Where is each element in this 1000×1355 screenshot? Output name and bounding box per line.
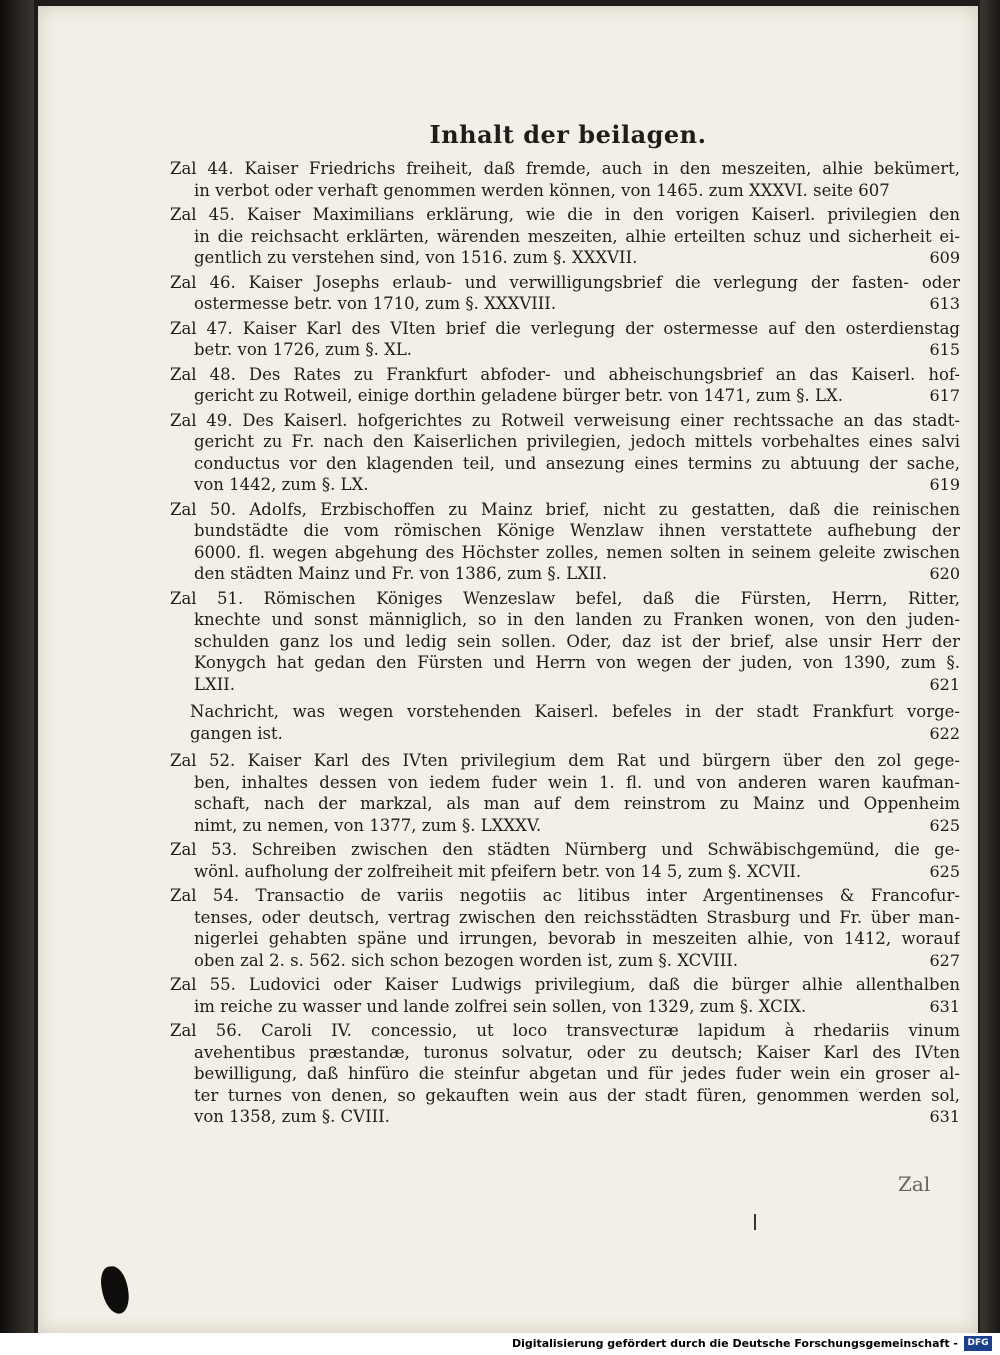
entry-line: Zal 48. Des Rates zu Frankfurt abfoder- und abheischungsbrief an das Kaiserl. hof-: [170, 364, 960, 384]
entry-line: Zal 50. Adolfs, Erzbischoffen zu Mainz brief, nicht zu gestatten, daß die reinischen: [170, 499, 960, 519]
entry-line: [170, 474, 960, 496]
entry-text: LXII.: [194, 674, 235, 694]
page-number: 613: [929, 294, 960, 313]
page-number: 631: [929, 996, 960, 1016]
entry-line: [170, 674, 960, 696]
entry-line: conductus vor den klagenden teil, und ansezung eines termins zu abtuung der sache,: [194, 453, 960, 473]
toc-entry: [170, 588, 960, 696]
ink-blot: [99, 1264, 131, 1315]
page-number: 631: [929, 1107, 960, 1126]
catchword: Zal: [898, 1172, 931, 1196]
book-edge-left: [0, 0, 34, 1335]
entry-line: Zal 47. Kaiser Karl des VIten brief die verlegung der ostermesse auf den osterdienstag: [170, 318, 960, 338]
entry-text: gericht zu Rotweil, einige dorthin geladene bürger betr. von 1471, zum §. LX.: [194, 386, 843, 405]
entry-line: tenses, oder deutsch, vertrag zwischen den reichsstädten Strasburg und Fr. über man-: [194, 907, 960, 927]
entry-line: Nachricht, was wegen vorstehenden Kaiserl. befeles in der stadt Frankfurt vorge-: [190, 702, 960, 721]
toc-entry: [170, 364, 960, 407]
toc-entry: [170, 499, 960, 585]
page-number: 615: [929, 340, 960, 359]
entry-text: nimt, zu nemen, von 1377, zum §. LXXXV.: [194, 815, 542, 835]
scanned-page: [38, 6, 978, 1333]
entry-line: [190, 723, 960, 745]
page-number: 621: [929, 674, 960, 694]
toc-entry: [170, 410, 960, 496]
entry-line: Konygch hat gedan den Fürsten und Herrn von wegen der juden, von 1390, zum §.: [194, 653, 960, 672]
page-number: 609: [929, 248, 960, 267]
entry-line: Zal 52. Kaiser Karl des IVten privilegium dem Rat und bürgern über den zol gege-: [170, 751, 960, 770]
entry-line: avehentibus præstandæ, turonus solvatur, oder zu deutsch; Kaiser Karl des IVten: [194, 1042, 960, 1062]
page-number: 625: [929, 861, 960, 881]
entry-line: ben, inhaltes dessen von iedem fuder wein 1. fl. und von anderen waren kaufman-: [194, 772, 960, 792]
entry-text: gentlich zu verstehen sind, von 1516. zum §. XXXVII.: [194, 248, 638, 267]
entry-text: betr. von 1726, zum §. XL.: [194, 340, 413, 359]
page-number: 625: [929, 815, 960, 835]
page-number: 619: [929, 475, 960, 494]
entry-line: gericht zu Fr. nach den Kaiserlichen privilegien, jedoch mittels vorbehaltes eines salvi: [194, 432, 960, 451]
entry-line: Zal 44. Kaiser Friedrichs freiheit, daß fremde, auch in den meszeiten, alhie bekümert,: [170, 159, 960, 178]
entry-line: [170, 1106, 960, 1128]
entry-line: [170, 339, 960, 361]
footer-bar: [0, 1333, 1000, 1355]
entry-line: [170, 247, 960, 269]
entry-line: [170, 950, 960, 972]
toc-entry: [170, 974, 960, 1017]
funding-notice: Digitalisierung gefördert durch die Deutsche Forschungsgemeinschaft -: [511, 1337, 958, 1350]
page-number: 620: [929, 564, 960, 583]
entry-line: schulden ganz los und ledig sein sollen. Oder, daz ist der brief, alse unsir Herr der: [194, 631, 960, 651]
page-number: 617: [929, 386, 960, 405]
toc-entry: [170, 272, 960, 315]
entry-text: im reiche zu wasser und lande zolfrei sein sollen, von 1329, zum §. XCIX.: [194, 996, 807, 1016]
entry-text: wönl. aufholung der zolfreiheit mit pfeifern betr. von 14 5, zum §. XCVII.: [194, 861, 802, 881]
page-header: Inhalt der beilagen.: [429, 120, 707, 149]
entry-line: Zal 53. Schreiben zwischen den städten Nürnberg und Schwäbischgemünd, die ge-: [170, 840, 960, 859]
table-of-contents: [170, 158, 960, 1131]
entry-line: [170, 861, 960, 883]
entry-line: in die reichsacht erklärten, wärenden meszeiten, alhie erteilten schuz und sicherheit ei-: [194, 226, 960, 246]
entry-line: [170, 563, 960, 585]
entry-line: knechte und sonst männiglich, so in den landen zu Franken wonen, von den juden-: [194, 610, 960, 629]
entry-line: nigerlei gehabten späne und irrungen, bevorab in meszeiten alhie, von 1412, worauf: [194, 929, 960, 948]
note-entry: [170, 701, 960, 744]
entry-line: Zal 45. Kaiser Maximilians erklärung, wie die in den vorigen Kaiserl. privilegien den: [170, 205, 960, 224]
entry-line: [170, 385, 960, 407]
toc-entry: [170, 1020, 960, 1128]
entry-line: in verbot oder verhaft genommen werden können, von 1465. zum XXXVI. seite 607: [194, 180, 890, 200]
toc-entry: [170, 885, 960, 971]
entry-text: gangen ist.: [190, 723, 283, 743]
entry-text: ostermesse betr. von 1710, zum §. XXXVIII.: [194, 294, 557, 313]
entry-line: Zal 55. Ludovici oder Kaiser Ludwigs privilegium, daß die bürger alhie allenthalben: [170, 975, 960, 994]
entry-line: bewilligung, daß hinfüro die steinfur abgetan und für jedes fuder wein ein groser al-: [194, 1064, 960, 1083]
book-edge-right: [980, 0, 1000, 1335]
entry-line: Zal 54. Transactio de variis negotiis ac litibus inter Argentinenses & Francofur-: [170, 886, 960, 905]
entry-line: Zal 49. Des Kaiserl. hofgerichtes zu Rotweil verweisung einer rechtssache an das stadt-: [170, 410, 960, 430]
toc-entry: [170, 204, 960, 269]
entry-line: Zal 56. Caroli IV. concessio, ut loco transvecturæ lapidum à rhedariis vinum: [170, 1021, 960, 1040]
entry-text: den städten Mainz und Fr. von 1386, zum §. LXII.: [194, 564, 608, 583]
entry-text: von 1358, zum §. CVIII.: [194, 1107, 390, 1126]
toc-entry: [170, 158, 960, 201]
entry-line: 6000. fl. wegen abgehung des Höchster zolles, nemen solten in seinem geleite zwischen: [194, 542, 960, 562]
entry-line: [170, 815, 960, 837]
entry-line: [170, 996, 960, 1018]
entry-line: [170, 293, 960, 315]
entry-text: oben zal 2. s. 562. sich schon bezogen worden ist, zum §. XCVIII.: [194, 950, 739, 970]
dfg-logo-icon: DFG: [964, 1336, 992, 1351]
page-number: 627: [929, 950, 960, 970]
entry-line: schaft, nach der markzal, als man auf dem reinstrom zu Mainz und Oppenheim: [194, 794, 960, 813]
toc-entry: [170, 750, 960, 836]
toc-entry: [170, 839, 960, 882]
printer-mark: [754, 1214, 756, 1230]
entry-line: ter turnes von denen, so gekauften wein aus der stadt füren, genommen werden sol,: [194, 1085, 960, 1105]
entry-line: bundstädte die vom römischen Könige Wenzlaw ihnen verstattete aufhebung der: [194, 521, 960, 540]
toc-entry: [170, 318, 960, 361]
entry-text: von 1442, zum §. LX.: [194, 475, 369, 494]
page-number: 622: [929, 723, 960, 743]
entry-line: Zal 51. Römischen Königes Wenzeslaw befel, daß die Fürsten, Herrn, Ritter,: [170, 588, 960, 608]
entry-line: Zal 46. Kaiser Josephs erlaub- und verwilligungsbrief die verlegung der fasten- oder: [170, 272, 960, 292]
